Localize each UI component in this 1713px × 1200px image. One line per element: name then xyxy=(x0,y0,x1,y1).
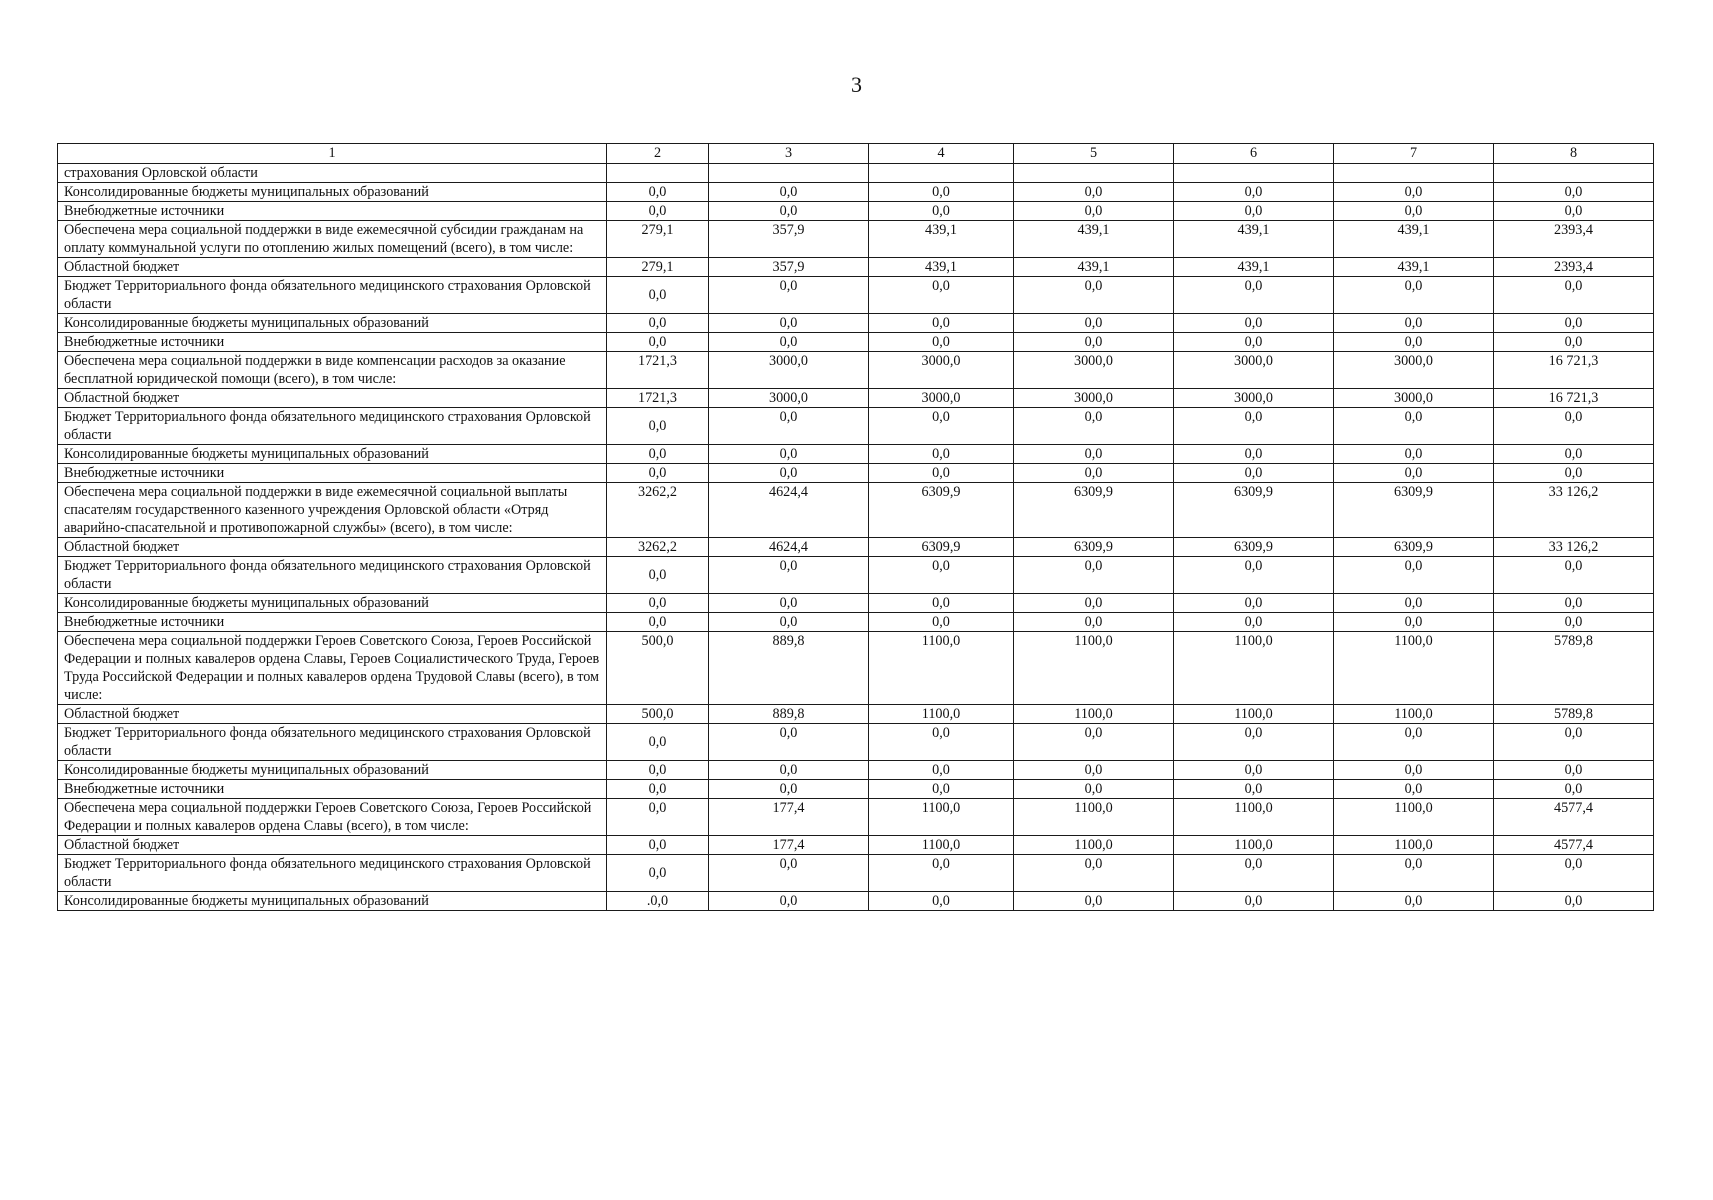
cell-col-8: 0,0 xyxy=(1494,333,1654,352)
cell-col-7: 0,0 xyxy=(1334,557,1494,594)
cell-col-7: 0,0 xyxy=(1334,594,1494,613)
cell-col-3: 0,0 xyxy=(709,464,869,483)
cell-col-3: 0,0 xyxy=(709,408,869,445)
table-row xyxy=(58,836,1654,855)
page-number: 3 xyxy=(851,72,862,97)
row-label: Консолидированные бюджеты муниципальных образований xyxy=(58,183,607,202)
cell-col-4: 0,0 xyxy=(869,613,1014,632)
cell-col-2: 0,0 xyxy=(607,314,709,333)
cell-col-5 xyxy=(1014,164,1174,183)
cell-col-4: 1100,0 xyxy=(869,705,1014,724)
table-row xyxy=(58,483,1654,538)
cell-col-8: 0,0 xyxy=(1494,445,1654,464)
cell-col-8: 0,0 xyxy=(1494,314,1654,333)
cell-col-8: 0,0 xyxy=(1494,724,1654,761)
header-col-1: 1 xyxy=(58,144,607,164)
cell-col-2: 0,0 xyxy=(607,836,709,855)
table-row xyxy=(58,705,1654,724)
cell-col-4: 3000,0 xyxy=(869,389,1014,408)
cell-col-4 xyxy=(869,164,1014,183)
cell-col-3: 0,0 xyxy=(709,761,869,780)
cell-col-8: 0,0 xyxy=(1494,464,1654,483)
cell-col-7: 3000,0 xyxy=(1334,352,1494,389)
cell-col-3: 177,4 xyxy=(709,836,869,855)
cell-col-4: 0,0 xyxy=(869,277,1014,314)
cell-col-2: 0,0 xyxy=(607,202,709,221)
cell-col-7: 0,0 xyxy=(1334,855,1494,892)
cell-col-5: 3000,0 xyxy=(1014,352,1174,389)
cell-col-3: 177,4 xyxy=(709,799,869,836)
cell-col-2: 0,0 xyxy=(607,445,709,464)
row-label: Областной бюджет xyxy=(58,705,607,724)
budget-table xyxy=(57,143,1654,911)
table-row xyxy=(58,557,1654,594)
cell-col-6: 0,0 xyxy=(1174,408,1334,445)
cell-col-4: 0,0 xyxy=(869,594,1014,613)
cell-col-7: 439,1 xyxy=(1334,221,1494,258)
row-label: Областной бюджет xyxy=(58,258,607,277)
cell-col-8: 0,0 xyxy=(1494,613,1654,632)
cell-col-7: 0,0 xyxy=(1334,183,1494,202)
cell-col-5: 0,0 xyxy=(1014,855,1174,892)
cell-col-4: 0,0 xyxy=(869,183,1014,202)
cell-col-2: .0,0 xyxy=(607,892,709,911)
cell-col-8: 33 126,2 xyxy=(1494,538,1654,557)
cell-col-4: 0,0 xyxy=(869,724,1014,761)
cell-col-8: 0,0 xyxy=(1494,761,1654,780)
cell-col-5: 1100,0 xyxy=(1014,705,1174,724)
cell-col-8: 0,0 xyxy=(1494,855,1654,892)
cell-col-3: 0,0 xyxy=(709,202,869,221)
cell-col-4: 1100,0 xyxy=(869,836,1014,855)
cell-col-8 xyxy=(1494,164,1654,183)
cell-col-6: 1100,0 xyxy=(1174,632,1334,705)
cell-col-5: 6309,9 xyxy=(1014,483,1174,538)
cell-col-4: 0,0 xyxy=(869,780,1014,799)
table-row xyxy=(58,632,1654,705)
cell-col-2: 279,1 xyxy=(607,258,709,277)
cell-col-2: 0,0 xyxy=(607,557,709,594)
cell-col-8: 0,0 xyxy=(1494,202,1654,221)
table-body xyxy=(58,164,1654,911)
cell-col-2: 0,0 xyxy=(607,594,709,613)
header-row xyxy=(58,144,1654,164)
cell-col-3: 0,0 xyxy=(709,613,869,632)
cell-col-8: 0,0 xyxy=(1494,780,1654,799)
cell-col-5: 0,0 xyxy=(1014,761,1174,780)
table-row xyxy=(58,164,1654,183)
table-row xyxy=(58,408,1654,445)
cell-col-4: 0,0 xyxy=(869,557,1014,594)
table-row xyxy=(58,314,1654,333)
cell-col-7: 0,0 xyxy=(1334,202,1494,221)
header-col-6: 6 xyxy=(1174,144,1334,164)
cell-col-6: 0,0 xyxy=(1174,724,1334,761)
cell-col-6: 439,1 xyxy=(1174,221,1334,258)
cell-col-4: 6309,9 xyxy=(869,538,1014,557)
cell-col-5: 0,0 xyxy=(1014,277,1174,314)
table-row xyxy=(58,892,1654,911)
table-row xyxy=(58,277,1654,314)
cell-col-5: 6309,9 xyxy=(1014,538,1174,557)
cell-col-5: 3000,0 xyxy=(1014,389,1174,408)
cell-col-6: 0,0 xyxy=(1174,855,1334,892)
cell-col-6: 0,0 xyxy=(1174,892,1334,911)
cell-col-7: 1100,0 xyxy=(1334,632,1494,705)
table-row xyxy=(58,464,1654,483)
header-col-3: 3 xyxy=(709,144,869,164)
cell-col-5: 0,0 xyxy=(1014,445,1174,464)
row-label: Бюджет Территориального фонда обязательного медицинского страхования Орловской области xyxy=(58,277,607,314)
cell-col-3: 0,0 xyxy=(709,333,869,352)
cell-col-6: 1100,0 xyxy=(1174,799,1334,836)
cell-col-7: 0,0 xyxy=(1334,314,1494,333)
cell-col-5: 0,0 xyxy=(1014,408,1174,445)
cell-col-4: 0,0 xyxy=(869,892,1014,911)
cell-col-5: 0,0 xyxy=(1014,557,1174,594)
cell-col-3: 0,0 xyxy=(709,445,869,464)
table-row xyxy=(58,352,1654,389)
table-row xyxy=(58,594,1654,613)
cell-col-8: 0,0 xyxy=(1494,892,1654,911)
cell-col-5: 1100,0 xyxy=(1014,799,1174,836)
row-label: Консолидированные бюджеты муниципальных образований xyxy=(58,594,607,613)
cell-col-7: 439,1 xyxy=(1334,258,1494,277)
cell-col-7: 1100,0 xyxy=(1334,705,1494,724)
cell-col-6: 0,0 xyxy=(1174,277,1334,314)
row-label: Обеспечена мера социальной поддержки Героев Советского Союза, Героев Российской Федерации и полных кавалеров ордена Славы, Героев Социалистического Труда, Героев Труда Российской Федерации и полных кавалеров ордена Трудовой Славы (всего), в том числе: xyxy=(58,632,607,705)
cell-col-3: 3000,0 xyxy=(709,389,869,408)
cell-col-8: 0,0 xyxy=(1494,408,1654,445)
cell-col-6: 6309,9 xyxy=(1174,538,1334,557)
cell-col-3: 0,0 xyxy=(709,594,869,613)
table-row xyxy=(58,799,1654,836)
cell-col-5: 1100,0 xyxy=(1014,836,1174,855)
cell-col-7: 1100,0 xyxy=(1334,836,1494,855)
cell-col-7: 3000,0 xyxy=(1334,389,1494,408)
cell-col-7: 0,0 xyxy=(1334,445,1494,464)
cell-col-4: 1100,0 xyxy=(869,632,1014,705)
cell-col-4: 1100,0 xyxy=(869,799,1014,836)
table-row xyxy=(58,258,1654,277)
cell-col-5: 1100,0 xyxy=(1014,632,1174,705)
cell-col-6: 0,0 xyxy=(1174,594,1334,613)
cell-col-6 xyxy=(1174,164,1334,183)
row-label: Консолидированные бюджеты муниципальных образований xyxy=(58,445,607,464)
cell-col-6: 0,0 xyxy=(1174,780,1334,799)
cell-col-5: 0,0 xyxy=(1014,183,1174,202)
cell-col-8: 5789,8 xyxy=(1494,705,1654,724)
cell-col-5: 0,0 xyxy=(1014,594,1174,613)
cell-col-2: 0,0 xyxy=(607,464,709,483)
table-row xyxy=(58,445,1654,464)
cell-col-5: 0,0 xyxy=(1014,464,1174,483)
row-label: Областной бюджет xyxy=(58,836,607,855)
cell-col-3: 4624,4 xyxy=(709,483,869,538)
row-label: Внебюджетные источники xyxy=(58,333,607,352)
cell-col-2: 3262,2 xyxy=(607,483,709,538)
row-label: Обеспечена мера социальной поддержки в виде ежемесячной социальной выплаты спасателям государственного казенного учреждения Орловской области «Отряд аварийно-спасательной и противопожарной службы» (всего), в том числе: xyxy=(58,483,607,538)
cell-col-2: 0,0 xyxy=(607,333,709,352)
cell-col-5: 439,1 xyxy=(1014,258,1174,277)
cell-col-8: 16 721,3 xyxy=(1494,389,1654,408)
cell-col-3: 0,0 xyxy=(709,780,869,799)
row-label: Бюджет Территориального фонда обязательного медицинского страхования Орловской области xyxy=(58,557,607,594)
cell-col-5: 0,0 xyxy=(1014,314,1174,333)
cell-col-7: 0,0 xyxy=(1334,408,1494,445)
cell-col-4: 0,0 xyxy=(869,445,1014,464)
table-row xyxy=(58,538,1654,557)
cell-col-2: 3262,2 xyxy=(607,538,709,557)
cell-col-5: 0,0 xyxy=(1014,780,1174,799)
cell-col-3: 357,9 xyxy=(709,258,869,277)
cell-col-6: 3000,0 xyxy=(1174,389,1334,408)
cell-col-4: 3000,0 xyxy=(869,352,1014,389)
cell-col-6: 0,0 xyxy=(1174,613,1334,632)
cell-col-3: 0,0 xyxy=(709,183,869,202)
cell-col-8: 0,0 xyxy=(1494,557,1654,594)
cell-col-3: 0,0 xyxy=(709,277,869,314)
row-label: Обеспечена мера социальной поддержки в виде компенсации расходов за оказание бесплатной юридической помощи (всего), в том числе: xyxy=(58,352,607,389)
row-label: Бюджет Территориального фонда обязательного медицинского страхования Орловской области xyxy=(58,724,607,761)
cell-col-7: 1100,0 xyxy=(1334,799,1494,836)
cell-col-2: 500,0 xyxy=(607,632,709,705)
cell-col-6: 1100,0 xyxy=(1174,836,1334,855)
header-col-8: 8 xyxy=(1494,144,1654,164)
cell-col-5: 439,1 xyxy=(1014,221,1174,258)
cell-col-4: 0,0 xyxy=(869,464,1014,483)
cell-col-6: 3000,0 xyxy=(1174,352,1334,389)
cell-col-6: 0,0 xyxy=(1174,202,1334,221)
cell-col-7: 0,0 xyxy=(1334,780,1494,799)
cell-col-3: 889,8 xyxy=(709,705,869,724)
cell-col-5: 0,0 xyxy=(1014,892,1174,911)
cell-col-2: 0,0 xyxy=(607,613,709,632)
cell-col-8: 16 721,3 xyxy=(1494,352,1654,389)
cell-col-6: 0,0 xyxy=(1174,557,1334,594)
cell-col-7: 0,0 xyxy=(1334,892,1494,911)
table-row xyxy=(58,855,1654,892)
row-label: Внебюджетные источники xyxy=(58,464,607,483)
cell-col-4: 0,0 xyxy=(869,761,1014,780)
cell-col-4: 0,0 xyxy=(869,855,1014,892)
cell-col-2: 0,0 xyxy=(607,761,709,780)
cell-col-2: 0,0 xyxy=(607,277,709,314)
table-row xyxy=(58,221,1654,258)
header-col-7: 7 xyxy=(1334,144,1494,164)
cell-col-3: 889,8 xyxy=(709,632,869,705)
cell-col-4: 439,1 xyxy=(869,258,1014,277)
cell-col-6: 439,1 xyxy=(1174,258,1334,277)
cell-col-7: 0,0 xyxy=(1334,277,1494,314)
table-row xyxy=(58,613,1654,632)
cell-col-4: 0,0 xyxy=(869,333,1014,352)
cell-col-3: 0,0 xyxy=(709,855,869,892)
cell-col-6: 0,0 xyxy=(1174,464,1334,483)
cell-col-4: 0,0 xyxy=(869,314,1014,333)
cell-col-5: 0,0 xyxy=(1014,724,1174,761)
cell-col-7: 6309,9 xyxy=(1334,538,1494,557)
cell-col-7: 0,0 xyxy=(1334,724,1494,761)
cell-col-8: 4577,4 xyxy=(1494,836,1654,855)
cell-col-3: 0,0 xyxy=(709,557,869,594)
cell-col-8: 33 126,2 xyxy=(1494,483,1654,538)
cell-col-7: 0,0 xyxy=(1334,613,1494,632)
cell-col-8: 4577,4 xyxy=(1494,799,1654,836)
table-row xyxy=(58,780,1654,799)
row-label: Обеспечена мера социальной поддержки Героев Советского Союза, Героев Российской Федерации и полных кавалеров ордена Славы (всего), в том числе: xyxy=(58,799,607,836)
cell-col-3: 4624,4 xyxy=(709,538,869,557)
cell-col-8: 0,0 xyxy=(1494,183,1654,202)
cell-col-4: 0,0 xyxy=(869,202,1014,221)
cell-col-5: 0,0 xyxy=(1014,202,1174,221)
cell-col-8: 2393,4 xyxy=(1494,221,1654,258)
row-label: Обеспечена мера социальной поддержки в виде ежемесячной субсидии гражданам на оплату коммунальной услуги по отоплению жилых помещений (всего), в том числе: xyxy=(58,221,607,258)
row-label: Бюджет Территориального фонда обязательного медицинского страхования Орловской области xyxy=(58,855,607,892)
cell-col-8: 2393,4 xyxy=(1494,258,1654,277)
table-row xyxy=(58,389,1654,408)
cell-col-2: 500,0 xyxy=(607,705,709,724)
cell-col-3: 357,9 xyxy=(709,221,869,258)
cell-col-2 xyxy=(607,164,709,183)
cell-col-7: 0,0 xyxy=(1334,333,1494,352)
cell-col-6: 0,0 xyxy=(1174,445,1334,464)
cell-col-6: 0,0 xyxy=(1174,183,1334,202)
table-row xyxy=(58,183,1654,202)
cell-col-2: 1721,3 xyxy=(607,389,709,408)
cell-col-5: 0,0 xyxy=(1014,333,1174,352)
row-label: Консолидированные бюджеты муниципальных образований xyxy=(58,892,607,911)
cell-col-2: 0,0 xyxy=(607,724,709,761)
row-label: Областной бюджет xyxy=(58,538,607,557)
cell-col-2: 0,0 xyxy=(607,799,709,836)
cell-col-6: 0,0 xyxy=(1174,761,1334,780)
table-row xyxy=(58,333,1654,352)
header-col-4: 4 xyxy=(869,144,1014,164)
cell-col-3: 0,0 xyxy=(709,892,869,911)
cell-col-2: 0,0 xyxy=(607,780,709,799)
cell-col-8: 0,0 xyxy=(1494,277,1654,314)
row-label: Консолидированные бюджеты муниципальных образований xyxy=(58,761,607,780)
header-col-5: 5 xyxy=(1014,144,1174,164)
cell-col-7 xyxy=(1334,164,1494,183)
table-row xyxy=(58,202,1654,221)
row-label: Внебюджетные источники xyxy=(58,780,607,799)
header-col-2: 2 xyxy=(607,144,709,164)
cell-col-6: 1100,0 xyxy=(1174,705,1334,724)
row-label: страхования Орловской области xyxy=(58,164,607,183)
cell-col-2: 0,0 xyxy=(607,408,709,445)
cell-col-2: 1721,3 xyxy=(607,352,709,389)
row-label: Внебюджетные источники xyxy=(58,202,607,221)
row-label: Консолидированные бюджеты муниципальных образований xyxy=(58,314,607,333)
cell-col-5: 0,0 xyxy=(1014,613,1174,632)
cell-col-3: 0,0 xyxy=(709,314,869,333)
row-label: Внебюджетные источники xyxy=(58,613,607,632)
cell-col-3: 3000,0 xyxy=(709,352,869,389)
cell-col-7: 0,0 xyxy=(1334,761,1494,780)
cell-col-6: 6309,9 xyxy=(1174,483,1334,538)
cell-col-6: 0,0 xyxy=(1174,314,1334,333)
cell-col-2: 0,0 xyxy=(607,855,709,892)
cell-col-3 xyxy=(709,164,869,183)
cell-col-2: 279,1 xyxy=(607,221,709,258)
cell-col-4: 0,0 xyxy=(869,408,1014,445)
cell-col-2: 0,0 xyxy=(607,183,709,202)
cell-col-4: 6309,9 xyxy=(869,483,1014,538)
cell-col-7: 0,0 xyxy=(1334,464,1494,483)
row-label: Областной бюджет xyxy=(58,389,607,408)
cell-col-4: 439,1 xyxy=(869,221,1014,258)
table-row xyxy=(58,761,1654,780)
cell-col-6: 0,0 xyxy=(1174,333,1334,352)
row-label: Бюджет Территориального фонда обязательного медицинского страхования Орловской области xyxy=(58,408,607,445)
cell-col-7: 6309,9 xyxy=(1334,483,1494,538)
cell-col-8: 5789,8 xyxy=(1494,632,1654,705)
cell-col-3: 0,0 xyxy=(709,724,869,761)
table-header xyxy=(58,144,1654,164)
table-row xyxy=(58,724,1654,761)
cell-col-8: 0,0 xyxy=(1494,594,1654,613)
